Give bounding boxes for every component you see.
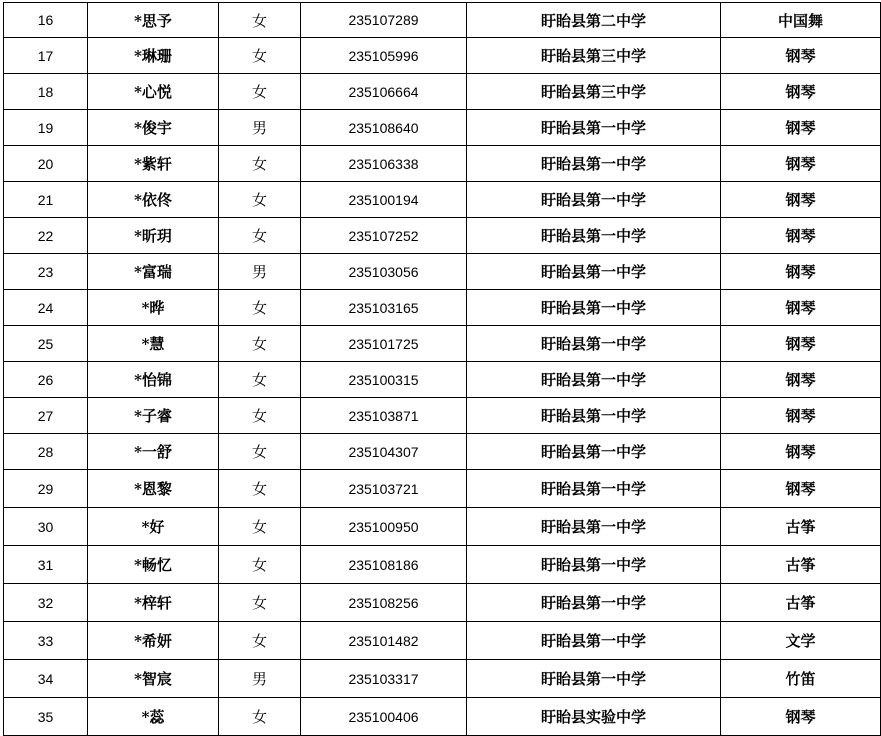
cell-number: 21 bbox=[4, 182, 88, 218]
table-row bbox=[4, 110, 881, 146]
cell-school: 盱眙县实验中学 bbox=[467, 698, 721, 736]
cell-name: *心悦 bbox=[88, 74, 219, 110]
cell-name: *畅忆 bbox=[88, 546, 219, 584]
cell-gender: 女 bbox=[219, 470, 301, 508]
cell-subject: 钢琴 bbox=[721, 470, 881, 508]
cell-exam-id: 235107252 bbox=[301, 218, 467, 254]
cell-gender: 女 bbox=[219, 622, 301, 660]
cell-number: 34 bbox=[4, 660, 88, 698]
cell-gender: 男 bbox=[219, 254, 301, 290]
cell-number: 29 bbox=[4, 470, 88, 508]
cell-number: 18 bbox=[4, 74, 88, 110]
cell-exam-id: 235101482 bbox=[301, 622, 467, 660]
table-row bbox=[4, 254, 881, 290]
cell-name: *蕊 bbox=[88, 698, 219, 736]
cell-number: 17 bbox=[4, 38, 88, 74]
cell-exam-id: 235103721 bbox=[301, 470, 467, 508]
cell-school: 盱眙县第一中学 bbox=[467, 434, 721, 470]
cell-exam-id: 235100315 bbox=[301, 362, 467, 398]
table-row bbox=[4, 290, 881, 326]
cell-name: *依佟 bbox=[88, 182, 219, 218]
cell-subject: 钢琴 bbox=[721, 362, 881, 398]
cell-number: 26 bbox=[4, 362, 88, 398]
cell-name: *紫轩 bbox=[88, 146, 219, 182]
cell-exam-id: 235108186 bbox=[301, 546, 467, 584]
table-row bbox=[4, 622, 881, 660]
cell-exam-id: 235104307 bbox=[301, 434, 467, 470]
cell-subject: 钢琴 bbox=[721, 398, 881, 434]
cell-school: 盱眙县第一中学 bbox=[467, 660, 721, 698]
table-row bbox=[4, 584, 881, 622]
cell-name: *思予 bbox=[88, 3, 219, 38]
cell-school: 盱眙县第一中学 bbox=[467, 622, 721, 660]
table-row bbox=[4, 660, 881, 698]
cell-gender: 女 bbox=[219, 362, 301, 398]
cell-school: 盱眙县第一中学 bbox=[467, 146, 721, 182]
cell-school: 盱眙县第一中学 bbox=[467, 362, 721, 398]
cell-number: 22 bbox=[4, 218, 88, 254]
cell-subject: 钢琴 bbox=[721, 110, 881, 146]
table-row bbox=[4, 38, 881, 74]
cell-exam-id: 235103165 bbox=[301, 290, 467, 326]
table-row bbox=[4, 182, 881, 218]
cell-gender: 女 bbox=[219, 398, 301, 434]
cell-gender: 女 bbox=[219, 182, 301, 218]
cell-school: 盱眙县第二中学 bbox=[467, 3, 721, 38]
cell-gender: 女 bbox=[219, 3, 301, 38]
cell-subject: 钢琴 bbox=[721, 146, 881, 182]
cell-gender: 女 bbox=[219, 698, 301, 736]
cell-school: 盱眙县第一中学 bbox=[467, 326, 721, 362]
cell-gender: 女 bbox=[219, 218, 301, 254]
cell-number: 31 bbox=[4, 546, 88, 584]
table-row bbox=[4, 398, 881, 434]
cell-subject: 古筝 bbox=[721, 584, 881, 622]
cell-school: 盱眙县第一中学 bbox=[467, 182, 721, 218]
table-row bbox=[4, 74, 881, 110]
table-row bbox=[4, 146, 881, 182]
cell-school: 盱眙县第一中学 bbox=[467, 508, 721, 546]
cell-number: 19 bbox=[4, 110, 88, 146]
cell-gender: 女 bbox=[219, 74, 301, 110]
cell-school: 盱眙县第三中学 bbox=[467, 74, 721, 110]
table-row bbox=[4, 218, 881, 254]
cell-name: *梓轩 bbox=[88, 584, 219, 622]
table-row bbox=[4, 326, 881, 362]
cell-number: 23 bbox=[4, 254, 88, 290]
cell-exam-id: 235105996 bbox=[301, 38, 467, 74]
cell-number: 27 bbox=[4, 398, 88, 434]
table-row bbox=[4, 470, 881, 508]
cell-name: *富瑞 bbox=[88, 254, 219, 290]
cell-school: 盱眙县第一中学 bbox=[467, 218, 721, 254]
cell-name: *俊宇 bbox=[88, 110, 219, 146]
cell-exam-id: 235108640 bbox=[301, 110, 467, 146]
student-list-table bbox=[3, 2, 881, 736]
cell-subject: 文学 bbox=[721, 622, 881, 660]
cell-subject: 钢琴 bbox=[721, 434, 881, 470]
cell-subject: 钢琴 bbox=[721, 38, 881, 74]
cell-subject: 钢琴 bbox=[721, 254, 881, 290]
cell-name: *琳珊 bbox=[88, 38, 219, 74]
cell-name: *晔 bbox=[88, 290, 219, 326]
table-row bbox=[4, 508, 881, 546]
table-row bbox=[4, 698, 881, 736]
cell-exam-id: 235106664 bbox=[301, 74, 467, 110]
cell-school: 盱眙县第一中学 bbox=[467, 470, 721, 508]
table-body bbox=[4, 3, 881, 736]
cell-exam-id: 235100406 bbox=[301, 698, 467, 736]
table-row bbox=[4, 3, 881, 38]
cell-number: 32 bbox=[4, 584, 88, 622]
cell-name: *昕玥 bbox=[88, 218, 219, 254]
cell-number: 28 bbox=[4, 434, 88, 470]
cell-number: 30 bbox=[4, 508, 88, 546]
cell-subject: 钢琴 bbox=[721, 326, 881, 362]
cell-gender: 女 bbox=[219, 584, 301, 622]
cell-school: 盱眙县第一中学 bbox=[467, 254, 721, 290]
cell-subject: 钢琴 bbox=[721, 698, 881, 736]
table-row bbox=[4, 362, 881, 398]
cell-name: *一舒 bbox=[88, 434, 219, 470]
cell-name: *希妍 bbox=[88, 622, 219, 660]
cell-school: 盱眙县第一中学 bbox=[467, 290, 721, 326]
cell-subject: 古筝 bbox=[721, 546, 881, 584]
cell-name: *好 bbox=[88, 508, 219, 546]
cell-name: *怡锦 bbox=[88, 362, 219, 398]
cell-exam-id: 235108256 bbox=[301, 584, 467, 622]
cell-subject: 钢琴 bbox=[721, 218, 881, 254]
cell-gender: 女 bbox=[219, 508, 301, 546]
cell-gender: 女 bbox=[219, 290, 301, 326]
cell-school: 盱眙县第一中学 bbox=[467, 398, 721, 434]
cell-number: 20 bbox=[4, 146, 88, 182]
cell-school: 盱眙县第一中学 bbox=[467, 584, 721, 622]
cell-number: 33 bbox=[4, 622, 88, 660]
cell-number: 16 bbox=[4, 3, 88, 38]
cell-exam-id: 235103317 bbox=[301, 660, 467, 698]
cell-exam-id: 235107289 bbox=[301, 3, 467, 38]
cell-school: 盱眙县第一中学 bbox=[467, 546, 721, 584]
cell-exam-id: 235100950 bbox=[301, 508, 467, 546]
cell-number: 25 bbox=[4, 326, 88, 362]
cell-name: *智宸 bbox=[88, 660, 219, 698]
cell-gender: 男 bbox=[219, 660, 301, 698]
cell-exam-id: 235101725 bbox=[301, 326, 467, 362]
cell-number: 35 bbox=[4, 698, 88, 736]
cell-school: 盱眙县第三中学 bbox=[467, 38, 721, 74]
cell-gender: 女 bbox=[219, 546, 301, 584]
cell-number: 24 bbox=[4, 290, 88, 326]
cell-subject: 钢琴 bbox=[721, 290, 881, 326]
cell-exam-id: 235100194 bbox=[301, 182, 467, 218]
cell-name: *子睿 bbox=[88, 398, 219, 434]
cell-subject: 钢琴 bbox=[721, 182, 881, 218]
cell-name: *慧 bbox=[88, 326, 219, 362]
cell-subject: 中国舞 bbox=[721, 3, 881, 38]
cell-exam-id: 235103056 bbox=[301, 254, 467, 290]
cell-gender: 女 bbox=[219, 434, 301, 470]
cell-name: *恩黎 bbox=[88, 470, 219, 508]
cell-exam-id: 235103871 bbox=[301, 398, 467, 434]
cell-exam-id: 235106338 bbox=[301, 146, 467, 182]
cell-subject: 竹笛 bbox=[721, 660, 881, 698]
cell-gender: 男 bbox=[219, 110, 301, 146]
cell-gender: 女 bbox=[219, 38, 301, 74]
cell-school: 盱眙县第一中学 bbox=[467, 110, 721, 146]
cell-gender: 女 bbox=[219, 146, 301, 182]
cell-gender: 女 bbox=[219, 326, 301, 362]
cell-subject: 古筝 bbox=[721, 508, 881, 546]
table-row bbox=[4, 434, 881, 470]
cell-subject: 钢琴 bbox=[721, 74, 881, 110]
table-row bbox=[4, 546, 881, 584]
